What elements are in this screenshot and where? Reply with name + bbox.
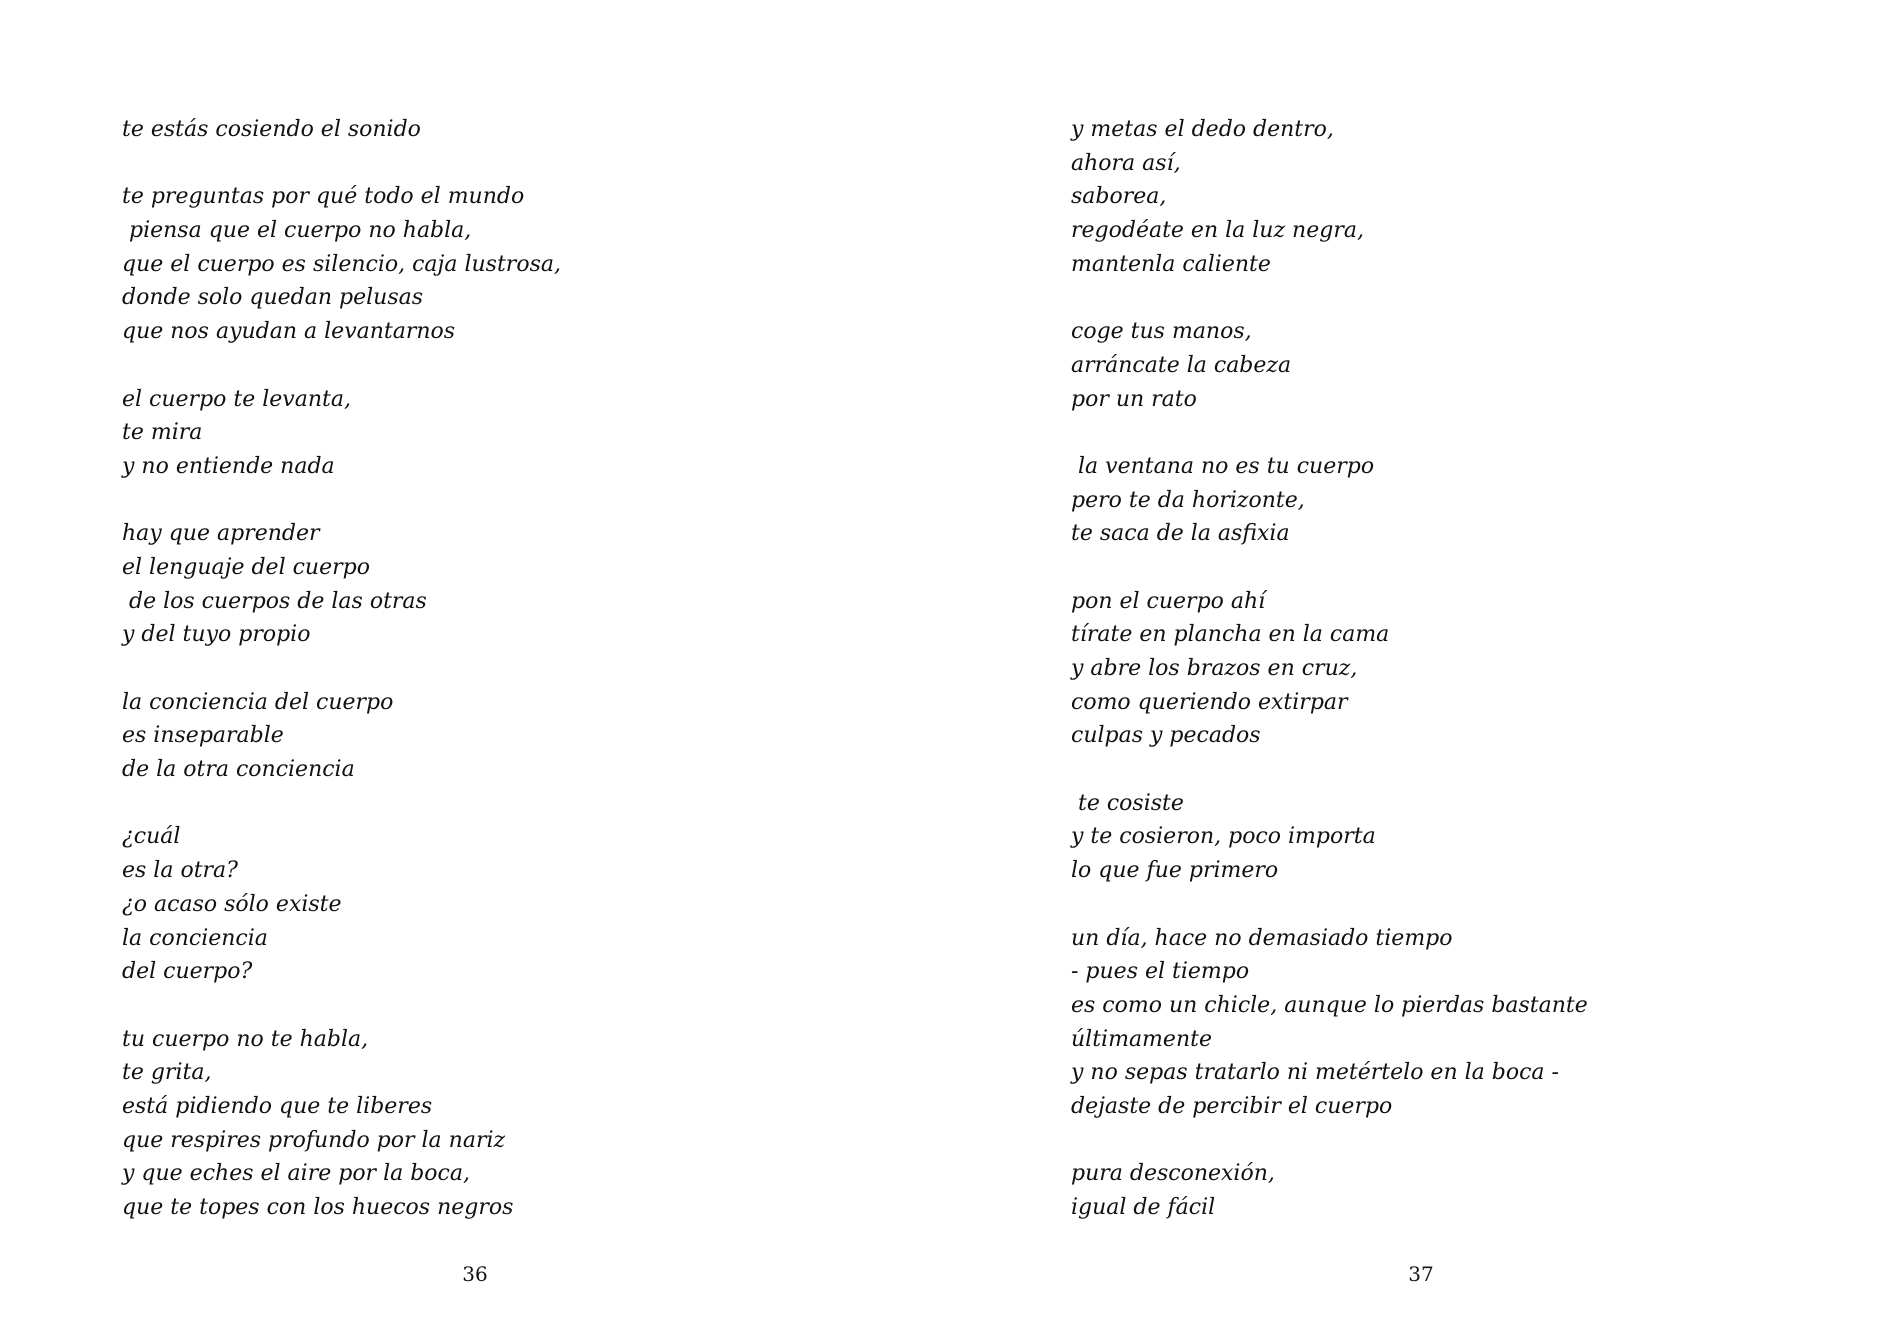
poem-line: saborea, — [1071, 184, 1167, 210]
stanza-break — [122, 349, 561, 383]
poem-line: ¿o acaso sólo existe — [122, 891, 342, 917]
poem-line: te estás cosiendo el sonido — [122, 117, 421, 142]
poem-line: de los cuerpos de las otras — [122, 588, 427, 614]
poem-line: como queriendo extirpar — [1071, 689, 1348, 715]
stanza-break — [1071, 551, 1588, 585]
poem-line: pon el cuerpo ahí — [1071, 588, 1266, 614]
poem-line: un día, hace no demasiado tiempo — [1071, 925, 1453, 951]
poem-text — [1071, 113, 1588, 1225]
poem-line: culpas y pecados — [1071, 723, 1261, 749]
poem-line: es como un chicle, aunque lo pierdas bastante — [1071, 992, 1588, 1018]
poem-line: donde solo quedan pelusas — [122, 285, 424, 311]
poem-line: que respires profundo por la nariz — [122, 1127, 506, 1153]
poem-line: y te cosieron, poco importa — [1071, 824, 1376, 850]
poem-line: te cosiste — [1071, 790, 1184, 816]
poem-line: ¿cuál — [122, 824, 181, 850]
poem-line: el cuerpo te levanta, — [122, 386, 351, 412]
poem-line: dejaste de percibir el cuerpo — [1071, 1093, 1393, 1119]
poem-text — [122, 113, 561, 1225]
poem-line: y no sepas tratarlo ni metértelo en la boca - — [1071, 1060, 1559, 1086]
poem-line: te grita, — [122, 1060, 212, 1086]
poem-line: lo que fue primero — [1071, 858, 1279, 884]
stanza-break — [122, 989, 561, 1023]
stanza-break — [122, 787, 561, 821]
poem-line: pura desconexión, — [1071, 1161, 1275, 1187]
stanza-break — [122, 147, 561, 181]
right-page — [945, 0, 1890, 1339]
poem-line: igual de fácil — [1071, 1195, 1216, 1220]
poem-line: que te topes con los huecos negros — [122, 1195, 514, 1220]
stanza-break — [1071, 416, 1588, 450]
poem-line: arráncate la cabeza — [1071, 352, 1292, 378]
poem-line: te preguntas por qué todo el mundo — [122, 184, 525, 210]
poem-line: que el cuerpo es silencio, caja lustrosa, — [122, 251, 561, 277]
stanza-break — [1071, 1124, 1588, 1158]
poem-line: por un rato — [1071, 386, 1197, 412]
poem-line: es inseparable — [122, 723, 284, 749]
poem-line: regodéate en la luz negra, — [1071, 218, 1364, 244]
poem-line: coge tus manos, — [1071, 319, 1252, 345]
poem-line: tírate en plancha en la cama — [1071, 622, 1390, 648]
poem-line: del cuerpo? — [122, 959, 253, 985]
poem-line: la conciencia del cuerpo — [122, 689, 394, 715]
poem-line: que nos ayudan a levantarnos — [122, 319, 456, 345]
poem-line: está pidiendo que te liberes — [122, 1093, 433, 1119]
stanza-break — [1071, 753, 1588, 787]
page-number: 37 — [1408, 1262, 1434, 1286]
poem-line: de la otra conciencia — [122, 757, 355, 783]
poem-line: la ventana no es tu cuerpo — [1071, 453, 1375, 479]
poem-line: hay que aprender — [122, 521, 320, 547]
poem-line: y que eches el aire por la boca, — [122, 1161, 470, 1187]
poem-line: tu cuerpo no te habla, — [122, 1026, 369, 1052]
poem-line: y no entiende nada — [122, 453, 335, 479]
stanza-break — [1071, 281, 1588, 315]
poem-line: y abre los brazos en cruz, — [1071, 656, 1358, 681]
poem-line: te saca de la asfixia — [1071, 521, 1290, 547]
poem-line: mantenla caliente — [1071, 251, 1271, 277]
poem-line: pero te da horizonte, — [1071, 487, 1305, 513]
poem-line: - pues el tiempo — [1071, 959, 1250, 985]
stanza-break — [122, 484, 561, 518]
poem-line: te mira — [122, 420, 203, 446]
poem-line: piensa que el cuerpo no habla, — [122, 218, 472, 244]
stanza-break — [1071, 888, 1588, 922]
poem-line: últimamente — [1071, 1026, 1212, 1052]
poem-line: y del tuyo propio — [122, 622, 311, 648]
stanza-break — [122, 652, 561, 686]
poem-line: la conciencia — [122, 925, 268, 951]
poem-line: el lenguaje del cuerpo — [122, 554, 370, 580]
poem-line: y metas el dedo dentro, — [1071, 117, 1334, 142]
poem-line: es la otra? — [122, 858, 238, 884]
poem-line: ahora así, — [1071, 150, 1181, 176]
page-number: 36 — [462, 1262, 488, 1286]
